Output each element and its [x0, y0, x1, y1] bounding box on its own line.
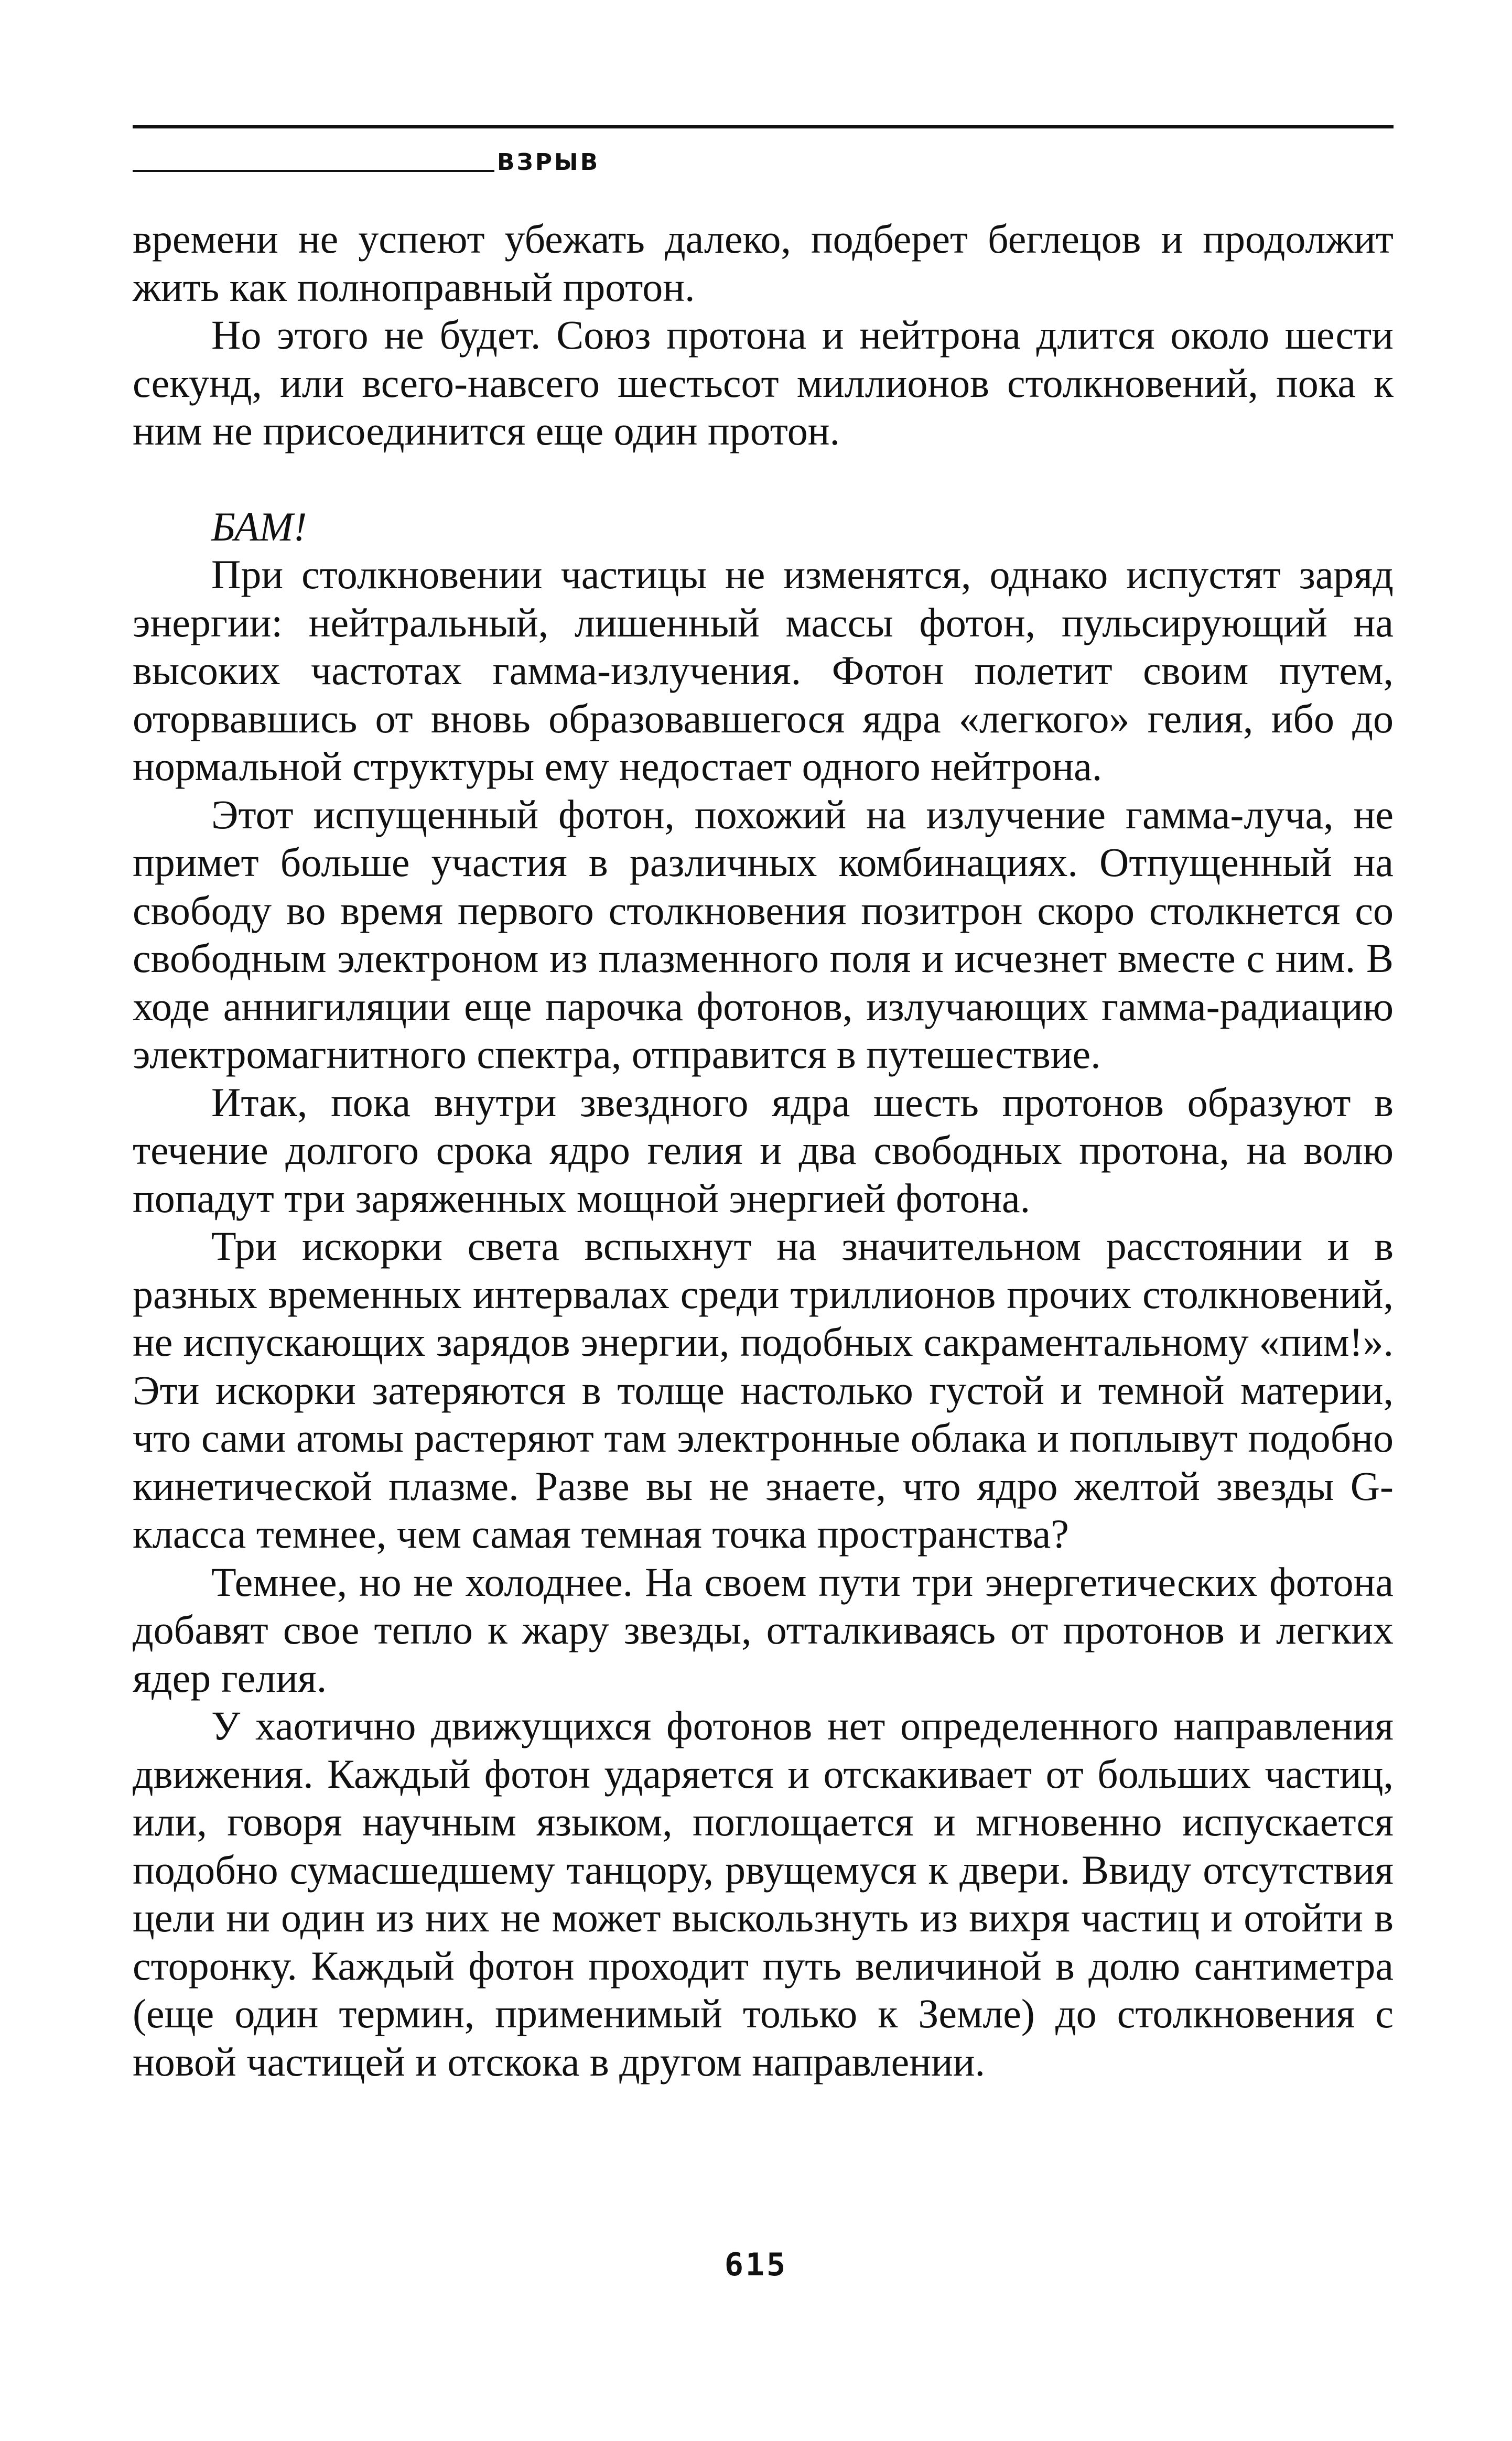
paragraph-6: Итак, пока внутри звездного ядра шесть протонов образуют в течение долгого срока ядро гелия и два свободных протона, на волю попадут три заряженных мощной энергией фотона.	[133, 1079, 1394, 1221]
paragraph-8: Темнее, но не холоднее. На своем пути три энергетических фотона добавят свое тепло к жару звезды, отталкиваясь от протонов и легких ядер гелия.	[133, 1559, 1394, 1701]
paragraph-5: Этот испущенный фотон, похожий на излучение гамма-луча, не примет больше участия в различных комбинациях. Отпущенный на свободу во время первого столкновения позитрон скоро столкнется со свободным электроном из плазменного поля и исчезнет вместе с ним. В ходе аннигиляции еще парочка фотонов, излучающих гамма-радиацию электромагнитного спектра, отправится в путешествие.	[133, 791, 1394, 1077]
header-top-rule	[133, 125, 1394, 128]
running-header	[133, 147, 1394, 178]
paragraph-4: При столкновении частицы не изменятся, однако испустят заряд энергии: нейтральный, лишенный массы фотон, пульсирующий на высоких частотах гамма-излучения. Фотон полетит своим путем, оторвавшись от вновь образовавшегося ядра «легкого» гелия, ибо до нормальной структуры ему недостает одного нейтрона.	[133, 552, 1394, 789]
running-head-title: ВЗРЫВ	[497, 149, 600, 176]
page-number: 615	[724, 2246, 788, 2283]
paragraph-2: Но этого не будет. Союз протона и нейтрона длится около шести секунд, или всего-навсего шестьсот миллионов столкновений, пока к ним не присоединится еще один протон.	[133, 312, 1394, 453]
body-text	[133, 215, 1394, 2086]
header-left-rule	[133, 170, 494, 172]
paragraph-bam: БАМ!	[211, 503, 307, 549]
paragraph-1: времени не успеют убежать далеко, подберет беглецов и продолжит жить как полноправный протон.	[133, 216, 1394, 310]
paragraph-7: Три искорки света вспыхнут на значительном расстоянии и в разных временных интервалах среди триллионов прочих столкновений, не испускающих зарядов энергии, подобных сакраментальному «пим!». Эти искорки затеряются в толще настолько густой и темной материи, что сами атомы растеряют там электронные облака и поплывут подобно кинетической плазме. Разве вы не знаете, что ядро желтой звезды G-класса темнее, чем самая темная точка пространства?	[133, 1223, 1394, 1557]
paragraph-9: У хаотично движущихся фотонов нет определенного направления движения. Каждый фотон ударяется и отскакивает от больших частиц, или, говоря научным языком, поглощается и мгновенно испускается подобно сумасшедшему танцору, рвущемуся к двери. Ввиду отсутствия цели ни один из них не может выскользнуть из вихря частиц и отойти в сторонку. Каждый фотон проходит путь величиной в долю сантиметра (еще один термин, применимый только к Земле) до столкновения с новой частицей и отскока в другом направлении.	[133, 1703, 1394, 2084]
